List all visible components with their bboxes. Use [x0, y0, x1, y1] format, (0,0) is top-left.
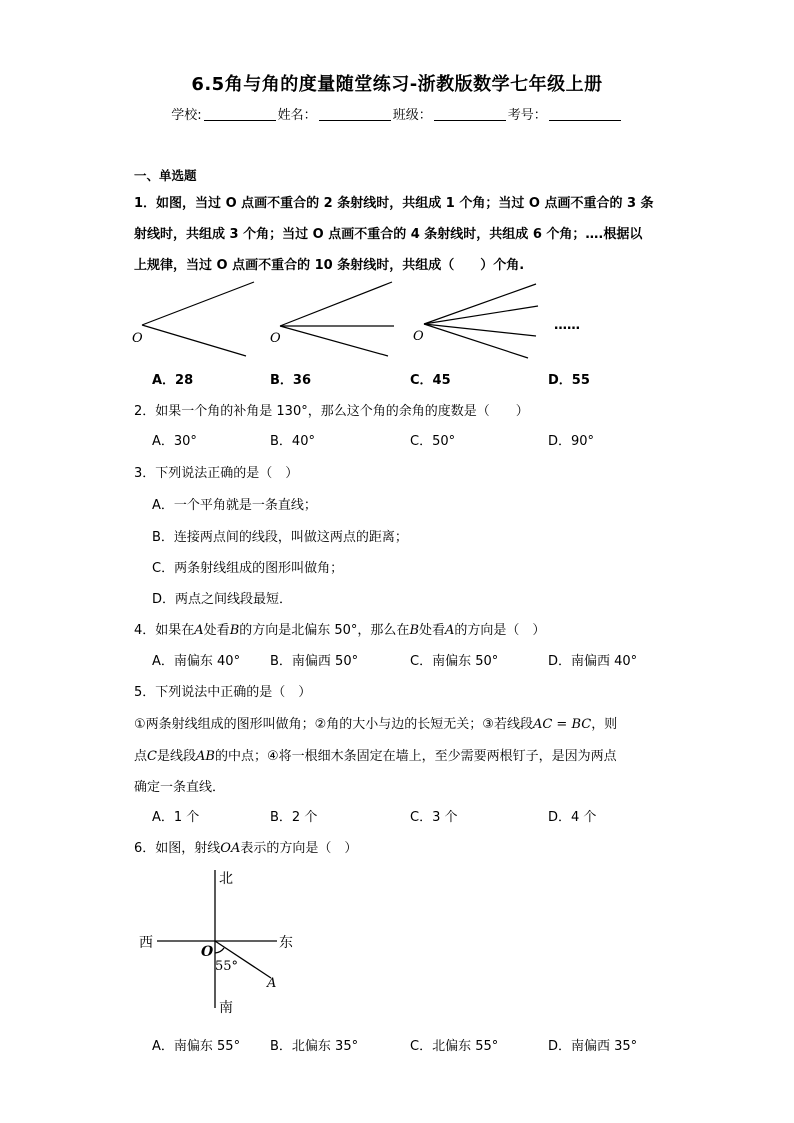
q3-text: 3．下列说法正确的是（ ） [134, 466, 299, 481]
school-blank[interactable] [204, 108, 276, 121]
q1-fig3-ray-2 [424, 306, 538, 324]
q5-option-b[interactable]: B．2 个 [270, 810, 318, 825]
q6-compass-figure [135, 866, 315, 1016]
q5-line1-b: ，则 [591, 717, 618, 732]
q4-text-pre: 4．如果在 [134, 623, 195, 638]
q1-fig1-ray-upper [142, 282, 254, 325]
q1-fig2-label-o: O [270, 331, 281, 346]
q5-statement-line-3: 确定一条直线． [134, 780, 226, 795]
name-label: 姓名： [277, 108, 317, 123]
q6-option-c[interactable]: C．北偏东 55° [410, 1039, 499, 1054]
q1-line-1: 1．如图，当过 O 点画不重合的 2 条射线时，共组成 1 个角；当过 O 点画不重合的 3 条 [134, 196, 654, 211]
q5-option-a[interactable]: A．1 个 [152, 810, 200, 825]
section-heading: 一、单选题 [134, 168, 197, 183]
q4-text-mid2: 的方向是北偏东 50°，那么在 [239, 623, 410, 638]
q6-option-d[interactable]: D．南偏西 35° [548, 1039, 638, 1054]
q5-statement-line-1 [134, 713, 617, 732]
q1-option-d[interactable]: D．55 [548, 373, 590, 388]
student-info-line [0, 104, 794, 123]
q6-text-post: 表示的方向是（ ） [240, 841, 358, 856]
q2-option-a[interactable]: A．30° [152, 434, 197, 449]
q3-option-c[interactable]: C．两条射线组成的图形叫做角； [152, 561, 344, 576]
page-title: 6.5角与角的度量随堂练习-浙教版数学七年级上册 [191, 74, 603, 95]
q6-label-south: 南 [219, 1000, 233, 1016]
q5-segment-ab: AB [195, 749, 215, 764]
q5-line1-a: ①两条射线组成的图形叫做角；②角的大小与边的长短无关；③若线段 [134, 717, 533, 732]
q5-option-c[interactable]: C．3 个 [410, 810, 458, 825]
q4-point-a-2: A [445, 623, 455, 638]
q6-ray-oa: OA [220, 841, 241, 856]
q6-label-a: A [267, 976, 277, 991]
q1-line-3: 上规律，当过 O 点画不重合的 10 条射线时，共组成（ ）个角. [134, 258, 525, 273]
q1-figure [130, 280, 590, 360]
q4-option-b[interactable]: B．南偏西 50° [270, 654, 359, 669]
q6-text-pre: 6．如图，射线 [134, 841, 221, 856]
q1-fig3-ray-1 [424, 284, 536, 324]
q2-option-d[interactable]: D．90° [548, 434, 595, 449]
q6-option-a[interactable]: A．南偏东 55° [152, 1039, 241, 1054]
q6-option-b[interactable]: B．北偏东 35° [270, 1039, 359, 1054]
exam-no-label: 考号： [507, 108, 547, 123]
school-label: 学校: [171, 108, 202, 123]
q6-label-east: 东 [279, 935, 293, 951]
q4-option-c[interactable]: C．南偏东 50° [410, 654, 499, 669]
q1-fig2-ray-upper [280, 282, 392, 326]
exam-no-blank[interactable] [549, 108, 621, 121]
q4-text-mid3: 处看 [419, 623, 446, 638]
q1-option-a[interactable]: A．28 [152, 373, 194, 388]
q6-label-o: O [201, 944, 214, 960]
class-blank[interactable] [434, 108, 506, 121]
q4-point-a: A [194, 623, 204, 638]
q4-point-b: B [229, 623, 240, 638]
q1-line-2: 射线时，共组成 3 个角；当过 O 点画不重合的 4 条射线时，共组成 6 个角；….根据以 [134, 227, 643, 242]
q6-angle-arc [215, 948, 224, 953]
q1-fig1-label-o: O [132, 331, 143, 346]
q5-option-d[interactable]: D．4 个 [548, 810, 597, 825]
q2-option-b[interactable]: B．40° [270, 434, 315, 449]
q1-fig2-ray-lower [280, 326, 388, 356]
q3-option-b[interactable]: B．连接两点间的线段，叫做这两点的距离； [152, 530, 408, 545]
q5-equation: AC = BC [532, 717, 592, 732]
q5-line2-b: 是线段 [156, 749, 196, 764]
q6-angle-label: 55° [215, 959, 239, 974]
q4-point-b-2: B [409, 623, 419, 638]
q4-text-post: 的方向是（ ） [454, 623, 546, 638]
q3-option-d[interactable]: D．两点之间线段最短． [152, 592, 293, 607]
q1-fig1-ray-lower [142, 325, 246, 356]
q6-text [134, 837, 357, 856]
q4-option-a[interactable]: A．南偏东 40° [152, 654, 241, 669]
q1-option-b[interactable]: B．36 [270, 373, 311, 388]
q6-label-north: 北 [219, 871, 233, 887]
q5-point-c: C [147, 749, 157, 764]
q2-option-c[interactable]: C．50° [410, 434, 456, 449]
q3-option-a[interactable]: A．一个平角就是一条直线； [152, 498, 317, 513]
q5-line2-a: 点 [134, 749, 148, 764]
q4-text [134, 619, 545, 638]
q1-fig-continuation-dots: …… [554, 318, 580, 333]
class-label: 班级： [392, 108, 432, 123]
q5-line2-d: 的中点；④将一根细木条固定在墙上，至少需要两根钉子，是因为两点 [214, 749, 617, 764]
q5-statement-line-2 [134, 745, 617, 764]
q2-text: 2．如果一个角的补角是 130°，那么这个角的余角的度数是（ ） [134, 404, 529, 419]
name-blank[interactable] [319, 108, 391, 121]
q1-option-c[interactable]: C．45 [410, 373, 451, 388]
q6-label-west: 西 [139, 935, 153, 951]
q1-fig3-label-o: O [413, 329, 424, 344]
q5-text: 5．下列说法中正确的是（ ） [134, 685, 312, 700]
q4-option-d[interactable]: D．南偏西 40° [548, 654, 638, 669]
q4-text-mid1: 处看 [203, 623, 230, 638]
